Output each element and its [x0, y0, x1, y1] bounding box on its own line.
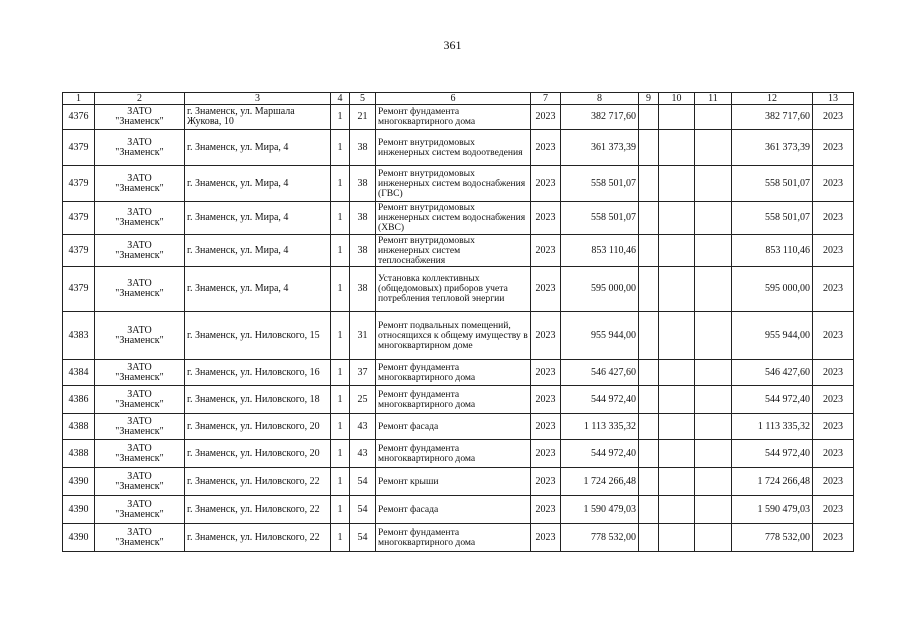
- municipality-cell: [95, 267, 185, 312]
- col11-cell: [695, 440, 732, 468]
- column-number-row: [63, 93, 854, 105]
- row-id-cell: 4390: [63, 468, 95, 496]
- work-type-cell: Ремонт внутридомовых инженерных систем водоотведения: [376, 130, 531, 166]
- table-row: [63, 414, 854, 440]
- year-cell: 2023: [531, 468, 561, 496]
- col10-cell: [659, 105, 695, 130]
- municipality-line: "Знаменск": [115, 249, 164, 261]
- column-header: 11: [695, 93, 732, 105]
- column-header: 7: [531, 93, 561, 105]
- year-cell: 2023: [531, 202, 561, 235]
- total-cell: 558 501,07: [732, 202, 813, 235]
- year-cell: 2023: [531, 130, 561, 166]
- column-header: 12: [732, 93, 813, 105]
- work-type-cell: Ремонт фундамента многоквартирного дома: [376, 386, 531, 414]
- col10-cell: [659, 386, 695, 414]
- year-cell: 2023: [531, 166, 561, 202]
- col4-cell: 1: [331, 386, 350, 414]
- municipality-line: "Знаменск": [115, 334, 164, 346]
- work-type-cell: Ремонт внутридомовых инженерных систем водоснабжения (ХВС): [376, 202, 531, 235]
- col13-cell: 2023: [813, 440, 854, 468]
- year-cell: 2023: [531, 360, 561, 386]
- cost-cell: 955 944,00: [561, 312, 639, 360]
- municipality-cell: [95, 130, 185, 166]
- col13-cell: 2023: [813, 360, 854, 386]
- col5-cell: 37: [350, 360, 376, 386]
- col11-cell: [695, 105, 732, 130]
- year-cell: 2023: [531, 312, 561, 360]
- total-cell: 853 110,46: [732, 235, 813, 267]
- col13-cell: 2023: [813, 414, 854, 440]
- address-cell: г. Знаменск, ул. Мира, 4: [185, 202, 331, 235]
- municipality-line: ЗАТО: [127, 498, 152, 510]
- table-row: [63, 440, 854, 468]
- row-id-cell: 4383: [63, 312, 95, 360]
- col4-cell: 1: [331, 360, 350, 386]
- total-cell: 1 590 479,03: [732, 496, 813, 524]
- col11-cell: [695, 235, 732, 267]
- col5-cell: 54: [350, 496, 376, 524]
- col4-cell: 1: [331, 130, 350, 166]
- cost-cell: 382 717,60: [561, 105, 639, 130]
- municipality-line: ЗАТО: [127, 207, 152, 218]
- year-cell: 2023: [531, 440, 561, 468]
- municipality-line: ЗАТО: [127, 278, 152, 289]
- address-cell: г. Знаменск, ул. Мира, 4: [185, 267, 331, 312]
- column-header: 13: [813, 93, 854, 105]
- cost-cell: 853 110,46: [561, 235, 639, 267]
- municipality-line: ЗАТО: [127, 239, 152, 251]
- col4-cell: 1: [331, 524, 350, 552]
- page-number: 361: [443, 38, 462, 52]
- municipality-line: "Знаменск": [115, 217, 164, 228]
- address-cell: г. Знаменск, ул. Ниловского, 20: [185, 440, 331, 468]
- year-cell: 2023: [531, 524, 561, 552]
- col9-cell: [639, 386, 659, 414]
- municipality-cell: [95, 440, 185, 468]
- total-cell: 595 000,00: [732, 267, 813, 312]
- municipality-line: ЗАТО: [127, 526, 152, 538]
- municipality-cell: [95, 105, 185, 130]
- address-cell: г. Знаменск, ул. Мира, 4: [185, 166, 331, 202]
- column-header: 4: [331, 93, 350, 105]
- col11-cell: [695, 166, 732, 202]
- municipality-line: ЗАТО: [127, 388, 152, 400]
- work-type-cell: Ремонт фундамента многоквартирного дома: [376, 360, 531, 386]
- col4-cell: 1: [331, 105, 350, 130]
- total-cell: 558 501,07: [732, 166, 813, 202]
- col13-cell: 2023: [813, 496, 854, 524]
- table-row: [63, 360, 854, 386]
- total-cell: 544 972,40: [732, 440, 813, 468]
- year-cell: 2023: [531, 267, 561, 312]
- cost-cell: 1 724 266,48: [561, 468, 639, 496]
- municipality-cell: [95, 414, 185, 440]
- year-cell: 2023: [531, 105, 561, 130]
- municipality-cell: [95, 468, 185, 496]
- row-id-cell: 4388: [63, 440, 95, 468]
- col11-cell: [695, 267, 732, 312]
- cost-cell: 1 113 335,32: [561, 414, 639, 440]
- municipality-line: ЗАТО: [127, 324, 152, 336]
- row-id-cell: 4379: [63, 202, 95, 235]
- col10-cell: [659, 130, 695, 166]
- municipality-line: "Знаменск": [115, 398, 164, 410]
- address-cell: г. Знаменск, ул. Ниловского, 15: [185, 312, 331, 360]
- municipality-cell: [95, 312, 185, 360]
- total-cell: 955 944,00: [732, 312, 813, 360]
- work-type-cell: Ремонт фундамента многоквартирного дома: [376, 440, 531, 468]
- municipality-line: ЗАТО: [127, 361, 152, 373]
- cost-cell: 546 427,60: [561, 360, 639, 386]
- year-cell: 2023: [531, 414, 561, 440]
- col5-cell: 54: [350, 468, 376, 496]
- col10-cell: [659, 166, 695, 202]
- table-row: [63, 312, 854, 360]
- row-id-cell: 4379: [63, 166, 95, 202]
- row-id-cell: 4388: [63, 414, 95, 440]
- col4-cell: 1: [331, 312, 350, 360]
- col4-cell: 1: [331, 414, 350, 440]
- municipality-cell: [95, 202, 185, 235]
- col5-cell: 43: [350, 440, 376, 468]
- col13-cell: 2023: [813, 235, 854, 267]
- col11-cell: [695, 130, 732, 166]
- row-id-cell: 4379: [63, 235, 95, 267]
- municipality-line: "Знаменск": [115, 508, 164, 520]
- municipality-line: "Знаменск": [115, 182, 164, 194]
- row-id-cell: 4379: [63, 130, 95, 166]
- col4-cell: 1: [331, 468, 350, 496]
- col4-cell: 1: [331, 202, 350, 235]
- column-header: 6: [376, 93, 531, 105]
- col9-cell: [639, 468, 659, 496]
- col9-cell: [639, 524, 659, 552]
- table-row: [63, 496, 854, 524]
- municipality-line: "Знаменск": [115, 425, 164, 437]
- municipality-line: ЗАТО: [127, 136, 152, 148]
- col9-cell: [639, 360, 659, 386]
- col5-cell: 43: [350, 414, 376, 440]
- year-cell: 2023: [531, 386, 561, 414]
- col5-cell: 31: [350, 312, 376, 360]
- col9-cell: [639, 130, 659, 166]
- col5-cell: 25: [350, 386, 376, 414]
- municipality-line: ЗАТО: [127, 442, 152, 454]
- col10-cell: [659, 414, 695, 440]
- col13-cell: 2023: [813, 524, 854, 552]
- year-cell: 2023: [531, 496, 561, 524]
- col10-cell: [659, 312, 695, 360]
- cost-cell: 544 972,40: [561, 386, 639, 414]
- municipality-line: ЗАТО: [127, 172, 152, 184]
- column-header: 10: [659, 93, 695, 105]
- municipality-line: "Знаменск": [115, 116, 164, 127]
- col9-cell: [639, 105, 659, 130]
- row-id-cell: 4386: [63, 386, 95, 414]
- cost-cell: 1 590 479,03: [561, 496, 639, 524]
- address-cell: г. Знаменск, ул. Ниловского, 20: [185, 414, 331, 440]
- col11-cell: [695, 468, 732, 496]
- address-cell: г. Знаменск, ул. Ниловского, 16: [185, 360, 331, 386]
- col11-cell: [695, 202, 732, 235]
- municipality-line: ЗАТО: [127, 106, 152, 117]
- address-cell: г. Знаменск, ул. Ниловского, 18: [185, 386, 331, 414]
- table-row: [63, 386, 854, 414]
- municipality-line: ЗАТО: [127, 470, 152, 482]
- col13-cell: 2023: [813, 202, 854, 235]
- col4-cell: 1: [331, 235, 350, 267]
- column-header: 2: [95, 93, 185, 105]
- col11-cell: [695, 414, 732, 440]
- work-type-cell: Ремонт подвальных помещений, относящихся к общему имуществу в многоквартирном доме: [376, 312, 531, 360]
- col9-cell: [639, 166, 659, 202]
- table-row: [63, 202, 854, 235]
- work-type-cell: Установка коллективных (общедомовых) приборов учета потребления тепловой энергии: [376, 267, 531, 312]
- col5-cell: 38: [350, 202, 376, 235]
- row-id-cell: 4384: [63, 360, 95, 386]
- col5-cell: 38: [350, 130, 376, 166]
- column-header: 1: [63, 93, 95, 105]
- table-row: [63, 468, 854, 496]
- total-cell: 1 113 335,32: [732, 414, 813, 440]
- municipality-line: "Знаменск": [115, 371, 164, 383]
- work-type-cell: Ремонт фундамента многоквартирного дома: [376, 105, 531, 130]
- col10-cell: [659, 267, 695, 312]
- total-cell: 544 972,40: [732, 386, 813, 414]
- row-id-cell: 4390: [63, 496, 95, 524]
- address-cell: г. Знаменск, ул. Ниловского, 22: [185, 468, 331, 496]
- municipality-line: "Знаменск": [115, 536, 164, 548]
- cost-cell: 595 000,00: [561, 267, 639, 312]
- col11-cell: [695, 524, 732, 552]
- table-row: [63, 267, 854, 312]
- address-cell: г. Знаменск, ул. Маршала Жукова, 10: [185, 105, 331, 130]
- municipality-cell: [95, 166, 185, 202]
- col9-cell: [639, 440, 659, 468]
- table-row: [63, 105, 854, 130]
- col10-cell: [659, 360, 695, 386]
- col11-cell: [695, 496, 732, 524]
- municipality-cell: [95, 360, 185, 386]
- col11-cell: [695, 312, 732, 360]
- total-cell: 1 724 266,48: [732, 468, 813, 496]
- table-row: [63, 166, 854, 202]
- table-row: [63, 130, 854, 166]
- total-cell: 382 717,60: [732, 105, 813, 130]
- address-cell: г. Знаменск, ул. Мира, 4: [185, 130, 331, 166]
- col10-cell: [659, 202, 695, 235]
- municipality-line: "Знаменск": [115, 146, 164, 158]
- row-id-cell: 4390: [63, 524, 95, 552]
- col10-cell: [659, 496, 695, 524]
- cost-cell: 558 501,07: [561, 166, 639, 202]
- col9-cell: [639, 414, 659, 440]
- municipality-cell: [95, 235, 185, 267]
- col5-cell: 38: [350, 267, 376, 312]
- row-id-cell: 4379: [63, 267, 95, 312]
- column-header: 3: [185, 93, 331, 105]
- row-id-cell: 4376: [63, 105, 95, 130]
- column-header: 5: [350, 93, 376, 105]
- address-cell: г. Знаменск, ул. Ниловского, 22: [185, 496, 331, 524]
- cost-cell: 778 532,00: [561, 524, 639, 552]
- col5-cell: 38: [350, 235, 376, 267]
- registry-table: [62, 92, 854, 552]
- municipality-cell: [95, 524, 185, 552]
- municipality-line: "Знаменск": [115, 288, 164, 299]
- col5-cell: 38: [350, 166, 376, 202]
- table-row: [63, 235, 854, 267]
- municipality-line: ЗАТО: [127, 415, 152, 427]
- municipality-cell: [95, 386, 185, 414]
- col10-cell: [659, 440, 695, 468]
- col9-cell: [639, 235, 659, 267]
- col10-cell: [659, 235, 695, 267]
- col9-cell: [639, 496, 659, 524]
- table-body: [63, 105, 854, 552]
- col13-cell: 2023: [813, 267, 854, 312]
- table-row: [63, 524, 854, 552]
- work-type-cell: Ремонт внутридомовых инженерных систем теплоснабжения: [376, 235, 531, 267]
- cost-cell: 361 373,39: [561, 130, 639, 166]
- work-type-cell: Ремонт фасада: [376, 496, 531, 524]
- municipality-cell: [95, 496, 185, 524]
- col9-cell: [639, 202, 659, 235]
- col11-cell: [695, 360, 732, 386]
- col10-cell: [659, 524, 695, 552]
- municipality-line: "Знаменск": [115, 452, 164, 464]
- work-type-cell: Ремонт внутридомовых инженерных систем водоснабжения (ГВС): [376, 166, 531, 202]
- cost-cell: 558 501,07: [561, 202, 639, 235]
- column-header: 8: [561, 93, 639, 105]
- col4-cell: 1: [331, 267, 350, 312]
- year-cell: 2023: [531, 235, 561, 267]
- col11-cell: [695, 386, 732, 414]
- col5-cell: 21: [350, 105, 376, 130]
- work-type-cell: Ремонт фундамента многоквартирного дома: [376, 524, 531, 552]
- col13-cell: 2023: [813, 312, 854, 360]
- municipality-line: "Знаменск": [115, 480, 164, 492]
- col13-cell: 2023: [813, 166, 854, 202]
- col10-cell: [659, 468, 695, 496]
- total-cell: 546 427,60: [732, 360, 813, 386]
- address-cell: г. Знаменск, ул. Ниловского, 22: [185, 524, 331, 552]
- cost-cell: 544 972,40: [561, 440, 639, 468]
- col13-cell: 2023: [813, 386, 854, 414]
- address-cell: г. Знаменск, ул. Мира, 4: [185, 235, 331, 267]
- col4-cell: 1: [331, 440, 350, 468]
- col9-cell: [639, 312, 659, 360]
- col4-cell: 1: [331, 166, 350, 202]
- work-type-cell: Ремонт крыши: [376, 468, 531, 496]
- col13-cell: 2023: [813, 130, 854, 166]
- col5-cell: 54: [350, 524, 376, 552]
- col4-cell: 1: [331, 496, 350, 524]
- column-header: 9: [639, 93, 659, 105]
- col13-cell: 2023: [813, 468, 854, 496]
- total-cell: 778 532,00: [732, 524, 813, 552]
- total-cell: 361 373,39: [732, 130, 813, 166]
- col13-cell: 2023: [813, 105, 854, 130]
- col9-cell: [639, 267, 659, 312]
- work-type-cell: Ремонт фасада: [376, 414, 531, 440]
